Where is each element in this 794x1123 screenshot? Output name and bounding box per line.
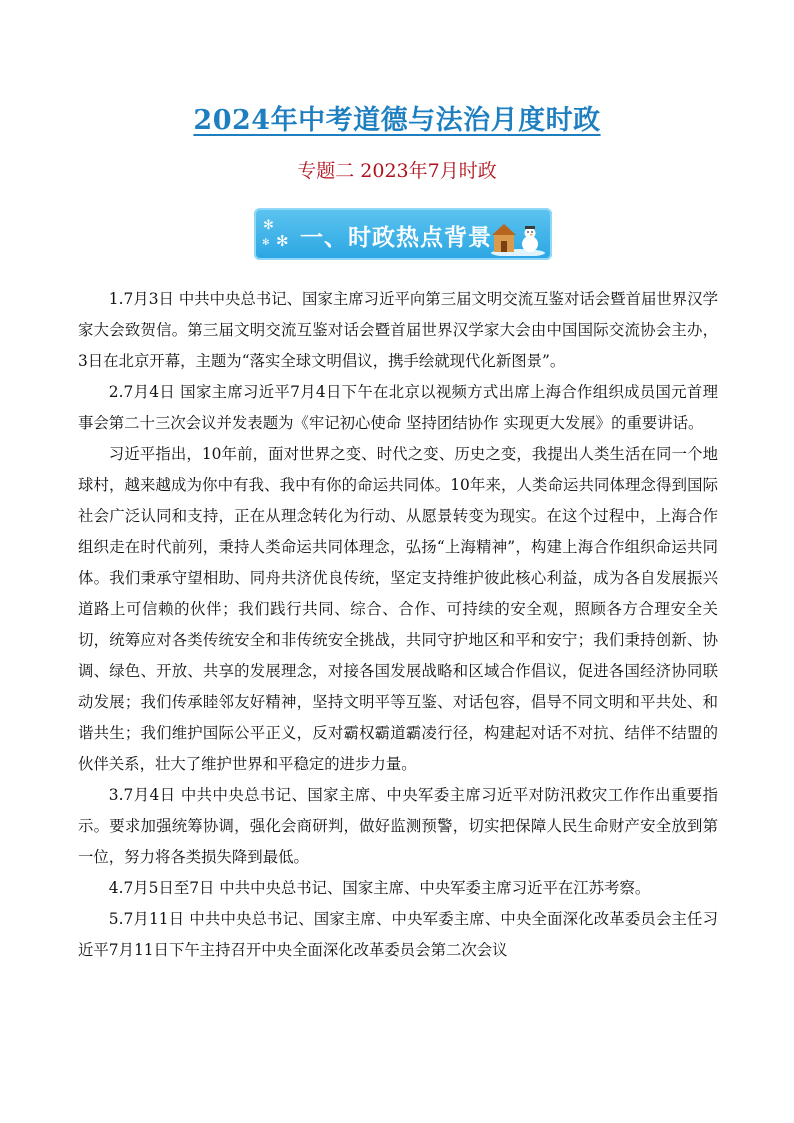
paragraph: 2.7月4日 国家主席习近平7月4日下午在北京以视频方式出席上海合作组织成员国元首理事会第二十三次会议并发表题为《牢记初心使命 坚持团结协作 实现更大发展》的重要讲话。 — [78, 383, 718, 432]
section-banner-label: 一、时政热点背景 — [300, 225, 492, 251]
paragraph: 1.7月3日 中共中央总书记、国家主席习近平向第三届文明交流互鉴对话会暨首届世界汉学家大会致贺信。第三届文明交流互鉴对话会暨首届世界汉学家大会由中国国际交流协会主办，3日在北京开幕，主题为“落实全球文明倡议，携手绘就现代化新图景”。 — [78, 290, 718, 370]
snowflake-icon: ✻ — [276, 232, 289, 250]
snowflake-icon: ✻ — [263, 218, 274, 233]
page-title: 2024年中考道德与法治月度时政 — [193, 105, 601, 136]
page-subtitle: 专题二 2023年7月时政 — [297, 160, 497, 182]
paragraph: 3.7月4日 中共中央总书记、国家主席、中央军委主席习近平对防汛救灾工作作出重要指示。要求加强统筹协调，强化会商研判，做好监测预警，切实把保障人民生命财产安全放到第一位，努力将各类损失降到最低。 — [78, 786, 718, 866]
paragraph: 5.7月11日 中共中央总书记、国家主席、中央军委主席、中央全面深化改革委员会主任习近平7月11日下午主持召开中央全面深化改革委员会第二次会议 — [78, 910, 718, 959]
snowflake-icon: ✻ — [262, 238, 270, 248]
paragraph: 习近平指出，10年前，面对世界之变、时代之变、历史之变，我提出人类生活在同一个地球村，越来越成为你中有我、我中有你的命运共同体。10年来，人类命运共同体理念得到国际社会广泛认同和支持，正在从理念转化为行动、从愿景转变为现实。在这个过程中，上海合作组织走在时代前列，秉持人类命运共同体理念，弘扬“上海精神”，构建上海合作组织命运共同体。我们秉承守望相助、同舟共济优良传统，坚定支持维护彼此核心利益，成为各自发展振兴道路上可信赖的伙伴；我们践行共同、综合、合作、可持续的安全观，照顾各方合理安全关切，统筹应对各类传统安全和非传统安全挑战，共同守护地区和平和安宁；我们秉持创新、协调、绿色、开放、共享的发展理念，对接各国发展战略和区域合作倡议，促进各国经济协同联动发展；我们传承睦邻友好精神，坚持文明平等互鉴、对话包容，倡导不同文明和平共处、和谐共生；我们维护国际公平正义，反对霸权霸道霸凌行径，构建起对话不对抗、结伴不结盟的伙伴关系，壮大了维护世界和平稳定的进步力量。 — [78, 445, 718, 773]
section-banner — [254, 208, 552, 260]
snow-house-icon — [490, 220, 546, 256]
document-body — [78, 284, 718, 966]
paragraph: 4.7月5日至7日 中共中央总书记、国家主席、中央军委主席习近平在江苏考察。 — [108, 879, 651, 897]
